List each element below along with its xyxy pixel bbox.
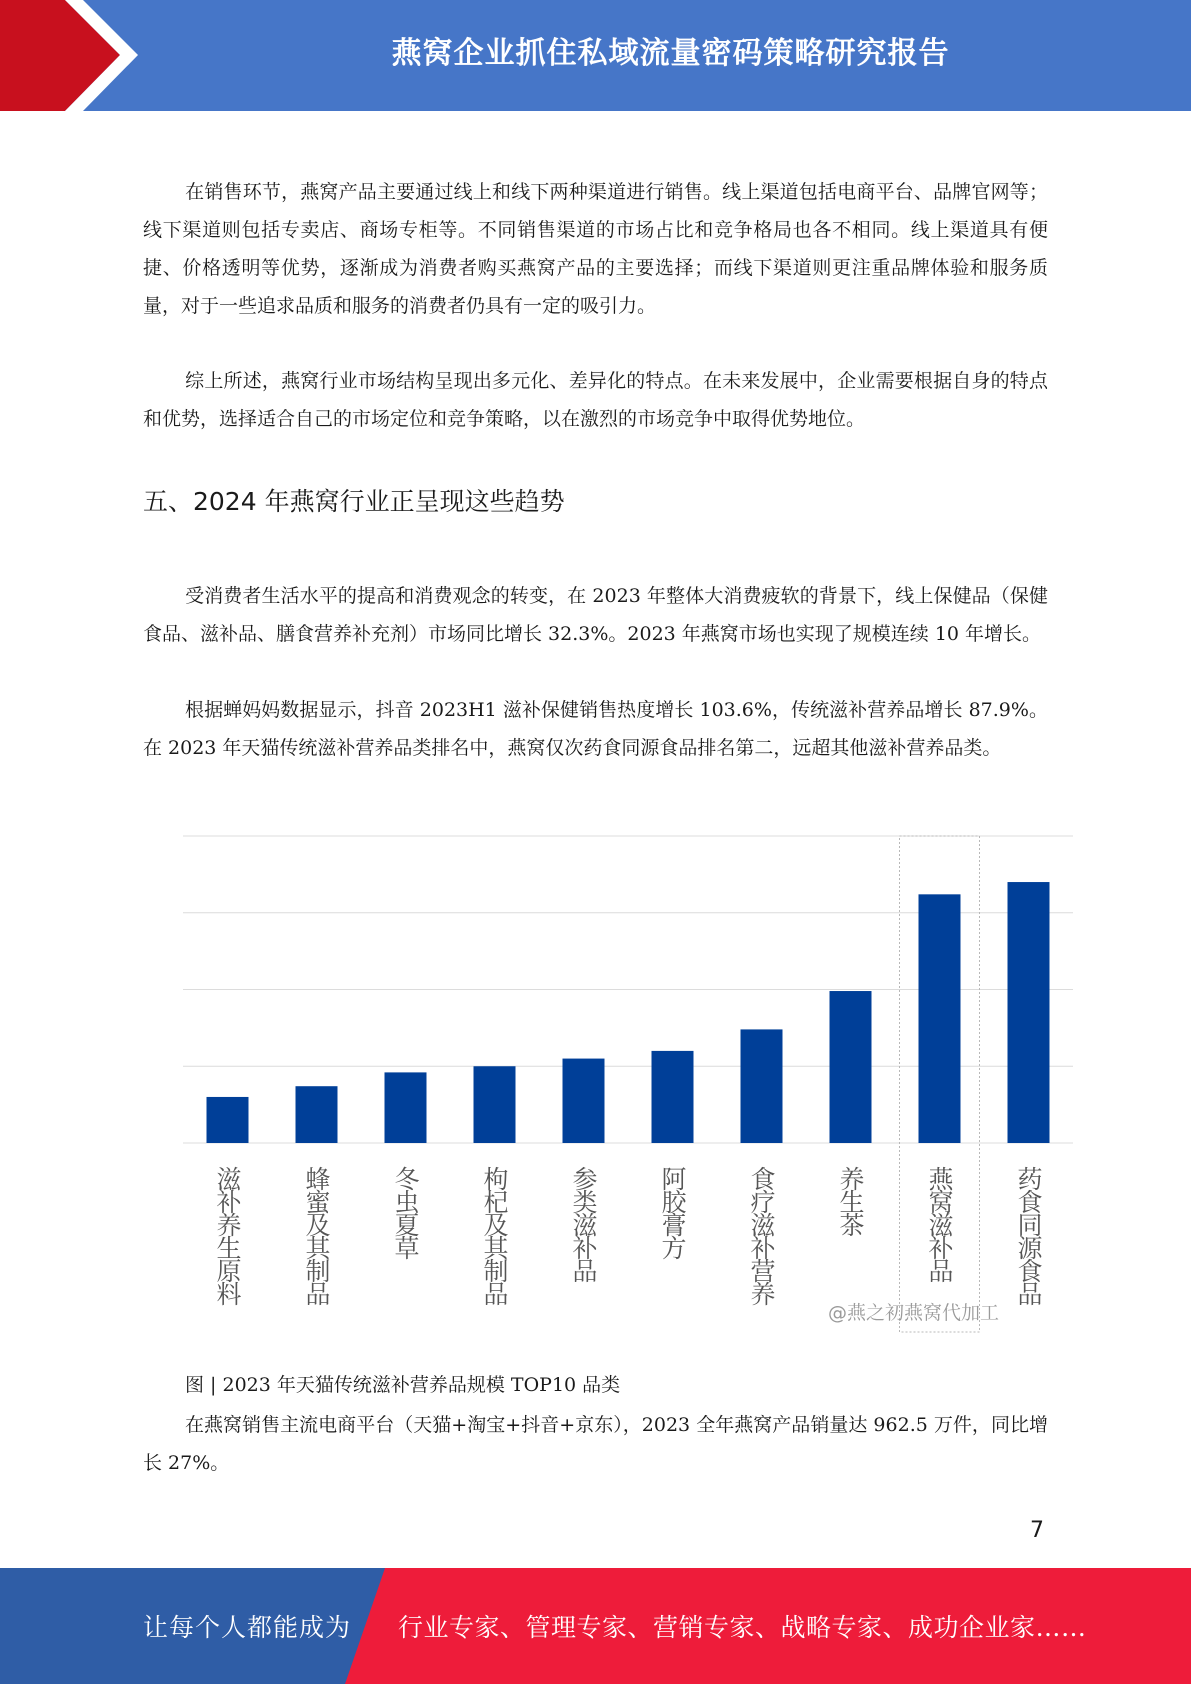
chart-bar: [207, 1097, 249, 1143]
chart-category-label: 滋补养生原料: [213, 1166, 242, 1304]
footer-bar: [0, 1568, 1191, 1684]
chart-watermark: @燕之初燕窝代加工: [828, 1302, 1000, 1324]
chart-bar: [741, 1029, 783, 1143]
chart-category-label: 蜂蜜及其制品: [302, 1166, 331, 1304]
paragraph-text: 受消费者生活水平的提高和消费观念的转变，在 2023 年整体大消费疲软的背景下，线上保健品（保健食品、滋补品、膳食营养补充剂）市场同比增长 32.3%。2023 年燕窝市场也实现了规模连续 10 年增长。: [143, 585, 1048, 645]
paragraph-text: 在燕窝销售主流电商平台（天猫+淘宝+抖音+京东），2023 全年燕窝产品销量达 962.5 万件，同比增长 27%。: [143, 1414, 1048, 1474]
bar-chart: [143, 830, 1083, 1335]
chart-bar: [296, 1086, 338, 1143]
figure-caption: 图 | 2023 年天猫传统滋补营养品规模 TOP10 品类: [185, 1374, 621, 1396]
chart-category-label: 药食同源食品: [1014, 1166, 1043, 1304]
chart-bar: [919, 894, 961, 1143]
bar-chart-svg: [143, 830, 1083, 1335]
chart-category-label: 枸杞及其制品: [480, 1166, 509, 1304]
chart-bar: [652, 1051, 694, 1143]
chart-category-label: 燕窝滋补品: [925, 1166, 954, 1281]
header-bar: [0, 0, 1191, 111]
paragraph-sales-channels: [143, 173, 1048, 325]
section-heading: 五、2024 年燕窝行业正呈现这些趋势: [143, 487, 565, 516]
chart-bar: [830, 991, 872, 1143]
paragraph-text: 在销售环节，燕窝产品主要通过线上和线下两种渠道进行销售。线上渠道包括电商平台、品牌官网等；线下渠道则包括专卖店、商场专柜等。不同销售渠道的市场占比和竞争格局也各不相同。线上渠道具有便捷、价格透明等优势，逐渐成为消费者购买燕窝产品的主要选择；而线下渠道则更注重品牌体验和服务质量，对于一些追求品质和服务的消费者仍具有一定的吸引力。: [143, 181, 1048, 317]
paragraph-text: 综上所述，燕窝行业市场结构呈现出多元化、差异化的特点。在未来发展中，企业需要根据自身的特点和优势，选择适合自己的市场定位和竞争策略，以在激烈的市场竞争中取得优势地位。: [143, 370, 1048, 430]
footer-slogan-right: 行业专家、管理专家、营销专家、战略专家、成功企业家……: [398, 1613, 1087, 1642]
paragraph-summary: [143, 362, 1048, 438]
chart-bar: [1008, 882, 1050, 1143]
footer-slogan-left: 让每个人都能成为: [143, 1613, 352, 1642]
chart-bar: [385, 1072, 427, 1143]
chart-bar: [474, 1066, 516, 1143]
document-title: 燕窝企业抓住私域流量密码策略研究报告: [391, 36, 950, 71]
chart-category-label: 参类滋补品: [569, 1166, 598, 1281]
paragraph-chanmama-data: [143, 691, 1048, 767]
chart-category-label: 阿胶膏方: [658, 1166, 687, 1258]
chart-category-label: 食疗滋补营养: [747, 1166, 776, 1304]
paragraph-sales-volume: [143, 1406, 1048, 1482]
paragraph-text: 根据蝉妈妈数据显示，抖音 2023H1 滋补保健销售热度增长 103.6%，传统滋补营养品增长 87.9%。在 2023 年天猫传统滋补营养品类排名中，燕窝仅次药食同源食品排名第二，远超其他滋补营养品类。: [143, 699, 1048, 759]
chart-category-label: 养生茶: [836, 1166, 865, 1235]
page-number: 7: [1030, 1518, 1044, 1543]
paragraph-market-growth: [143, 577, 1048, 653]
chart-bar: [563, 1059, 605, 1143]
chart-category-label: 冬虫夏草: [391, 1166, 420, 1258]
header-arrow-decoration: [0, 0, 160, 111]
